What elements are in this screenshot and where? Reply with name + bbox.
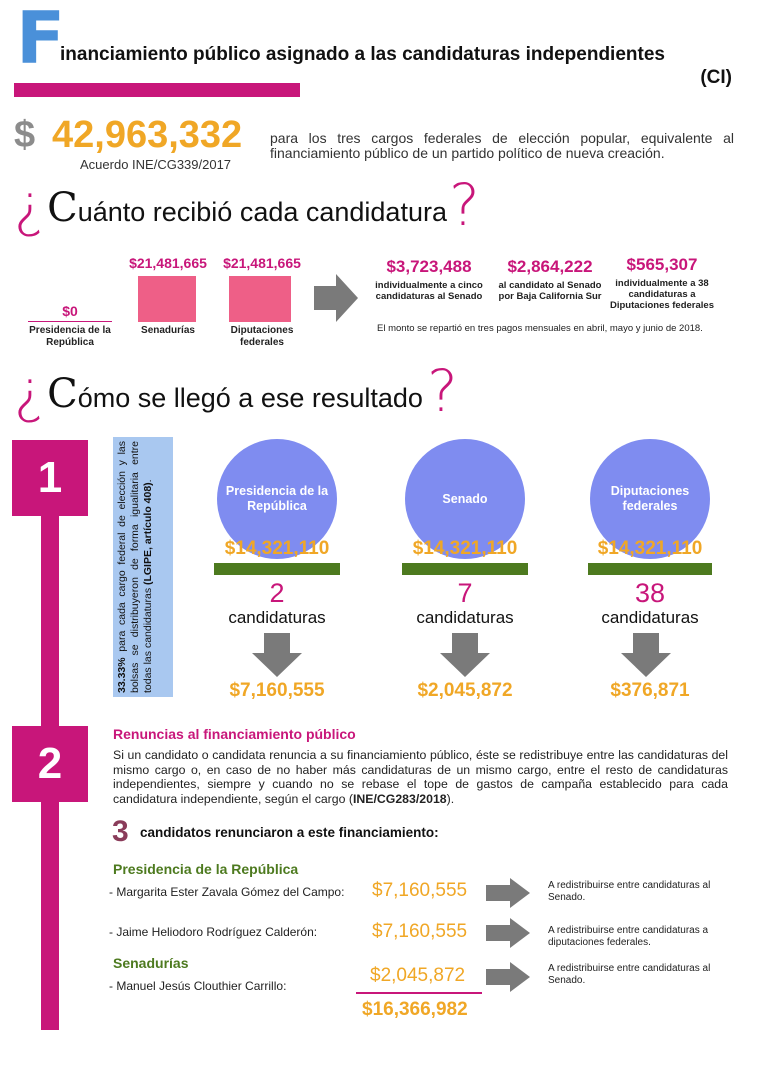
renunciation-count: 3 (112, 815, 129, 848)
question-heading-2 (14, 357, 458, 425)
individual-amount-diputaciones (606, 256, 718, 312)
arrow-right-icon (486, 918, 530, 948)
office-individual-amount: $376,871 (610, 680, 690, 701)
rule-legal-reference: (LGIPE, artículo 408) (142, 482, 155, 586)
individual-amount-value: $565,307 (626, 255, 698, 274)
arrow-right-icon (486, 878, 530, 908)
person-name: - Manuel Jesús Clouthier Carrillo: (109, 979, 287, 993)
individual-amount-label: al candidato al Senado por Baja California Sur (498, 280, 602, 302)
office-pool-amount: $14,321,110 (412, 538, 518, 559)
question-text: uánto recibió cada candidatura (77, 197, 447, 227)
individual-amount-label: individualmente a cinco candidaturas al Senado (375, 280, 483, 302)
distribution-rule-text (113, 437, 173, 697)
office-column-presidencia (214, 439, 340, 701)
chart-bar (229, 276, 291, 322)
arrow-down-icon (621, 633, 671, 677)
group-heading-senadurias: Senadurías (113, 955, 189, 971)
redistribution-note: A redistribuirse entre candidaturas a diputaciones federales. (548, 925, 709, 948)
individual-amount-senado (370, 258, 488, 303)
chart-bar (138, 276, 196, 322)
step-1-badge: 1 (12, 440, 88, 516)
office-column-diputaciones (588, 439, 712, 701)
office-candidate-count: 7 (457, 578, 473, 608)
page-title: inanciamiento público asignado a las candidaturas independientes (60, 44, 665, 65)
chart-bar-group-diputaciones (216, 254, 308, 350)
office-pool-amount: $14,321,110 (224, 538, 330, 559)
step-2-badge: 2 (12, 726, 88, 802)
bar-value-label: $21,481,665 (129, 255, 207, 271)
page-title-suffix: (CI) (700, 67, 732, 88)
person-amount: $7,160,555 (372, 921, 468, 942)
total-agreement: Acuerdo INE/CG339/2017 (80, 157, 232, 172)
office-divider (402, 563, 528, 575)
renunciation-heading: Renuncias al financiamiento público (113, 726, 356, 742)
rule-description: para cada cargo federal de elección y las bolsas se distribuyeron de forma igualitaria entre todas las candidaturas (116, 441, 155, 693)
redistribution-note: A redistribuirse entre candidaturas al Senado. (548, 963, 711, 986)
individual-amount-bcs (496, 258, 604, 303)
sum-line (356, 992, 482, 994)
question-initial: C (47, 371, 78, 417)
chart-bar (28, 321, 112, 322)
renunciation-count-label: candidatos renunciaron a este financiamiento: (140, 825, 439, 840)
individual-amount-value: $2,864,222 (507, 257, 593, 276)
total-amount: 42,963,332 (52, 114, 243, 156)
group-heading-presidencia: Presidencia de la República (113, 861, 299, 877)
question-open-mark: ¿ (14, 357, 46, 425)
person-amount: $7,160,555 (372, 880, 468, 901)
renunciation-reference: INE/CG283/2018 (352, 791, 447, 806)
office-circle: Senado (405, 439, 525, 559)
bar-category-label: Senadurías (141, 325, 195, 336)
office-candidate-count: 2 (269, 578, 285, 608)
question-close-mark: ? (448, 171, 480, 239)
person-name: - Jaime Heliodoro Rodríguez Calderón: (109, 925, 318, 939)
arrow-right-icon (314, 274, 358, 322)
individual-amount-value: $3,723,488 (386, 257, 472, 276)
total-currency-symbol: $ (14, 114, 36, 156)
arrow-right-icon (486, 962, 530, 992)
distribution-rule-box (113, 437, 173, 697)
office-candidate-count: 38 (634, 578, 666, 608)
individual-amount-label: individualmente a 38 candidaturas a Diputaciones federales (609, 278, 714, 311)
renunciation-total: $16,366,982 (362, 999, 468, 1020)
office-candidate-unit: candidaturas (228, 608, 326, 627)
office-circle: Diputaciones federales (590, 439, 710, 559)
rule-period: . (142, 479, 155, 483)
chart-bar-group-presidencia (22, 264, 118, 348)
total-description: para los tres cargos federales de elección popular, equivalente al financiamiento público de un partido político de nueva creación. (270, 130, 734, 162)
office-candidate-unit: candidaturas (416, 608, 514, 627)
chart-bar-group-senadurias (125, 254, 211, 350)
person-amount: $2,045,872 (370, 965, 466, 986)
office-divider (214, 563, 340, 575)
question-close-mark: ? (426, 357, 458, 425)
question-heading-1 (14, 171, 480, 239)
renunciation-paragraph-end: ). (446, 791, 455, 806)
office-circle: Presidencia de la República (217, 439, 337, 559)
office-individual-amount: $7,160,555 (229, 680, 325, 701)
renunciation-paragraph (113, 748, 728, 806)
arrow-down-icon (440, 633, 490, 677)
office-individual-amount: $2,045,872 (417, 680, 513, 701)
question-initial: C (47, 185, 78, 231)
rule-percentage: 33.33% (116, 657, 128, 693)
office-divider (588, 563, 712, 575)
renunciation-paragraph-text: Si un candidato o candidata renuncia a su financiamiento público, éste se redistribuye entre las candidaturas del mismo cargo o, en caso de no haber más candidaturas de un mismo cargo, entre el resto de candidaturas independientes, siempre y cuando no se rebase el tope de gastos de campaña establecido para cada candidatura independiente, según el cargo ( (113, 748, 728, 806)
bar-category-label: Presidencia de la República (29, 325, 111, 348)
question-text: ómo se llegó a ese resultado (77, 383, 423, 413)
office-candidate-unit: candidaturas (601, 608, 699, 627)
bar-value-label: $0 (62, 303, 78, 319)
office-column-senado (402, 439, 528, 701)
office-pool-amount: $14,321,110 (597, 538, 703, 559)
title-underline (14, 83, 300, 97)
arrow-down-icon (252, 633, 302, 677)
bar-value-label: $21,481,665 (223, 255, 301, 271)
title-initial: F (16, 0, 66, 80)
question-open-mark: ¿ (14, 171, 46, 239)
payment-note: El monto se repartió en tres pagos mensuales en abril, mayo y junio de 2018. (377, 323, 703, 334)
bar-category-label: Diputaciones federales (230, 325, 294, 348)
person-name: - Margarita Ester Zavala Gómez del Campo: (109, 885, 345, 899)
redistribution-note: A redistribuirse entre candidaturas al Senado. (548, 880, 711, 903)
